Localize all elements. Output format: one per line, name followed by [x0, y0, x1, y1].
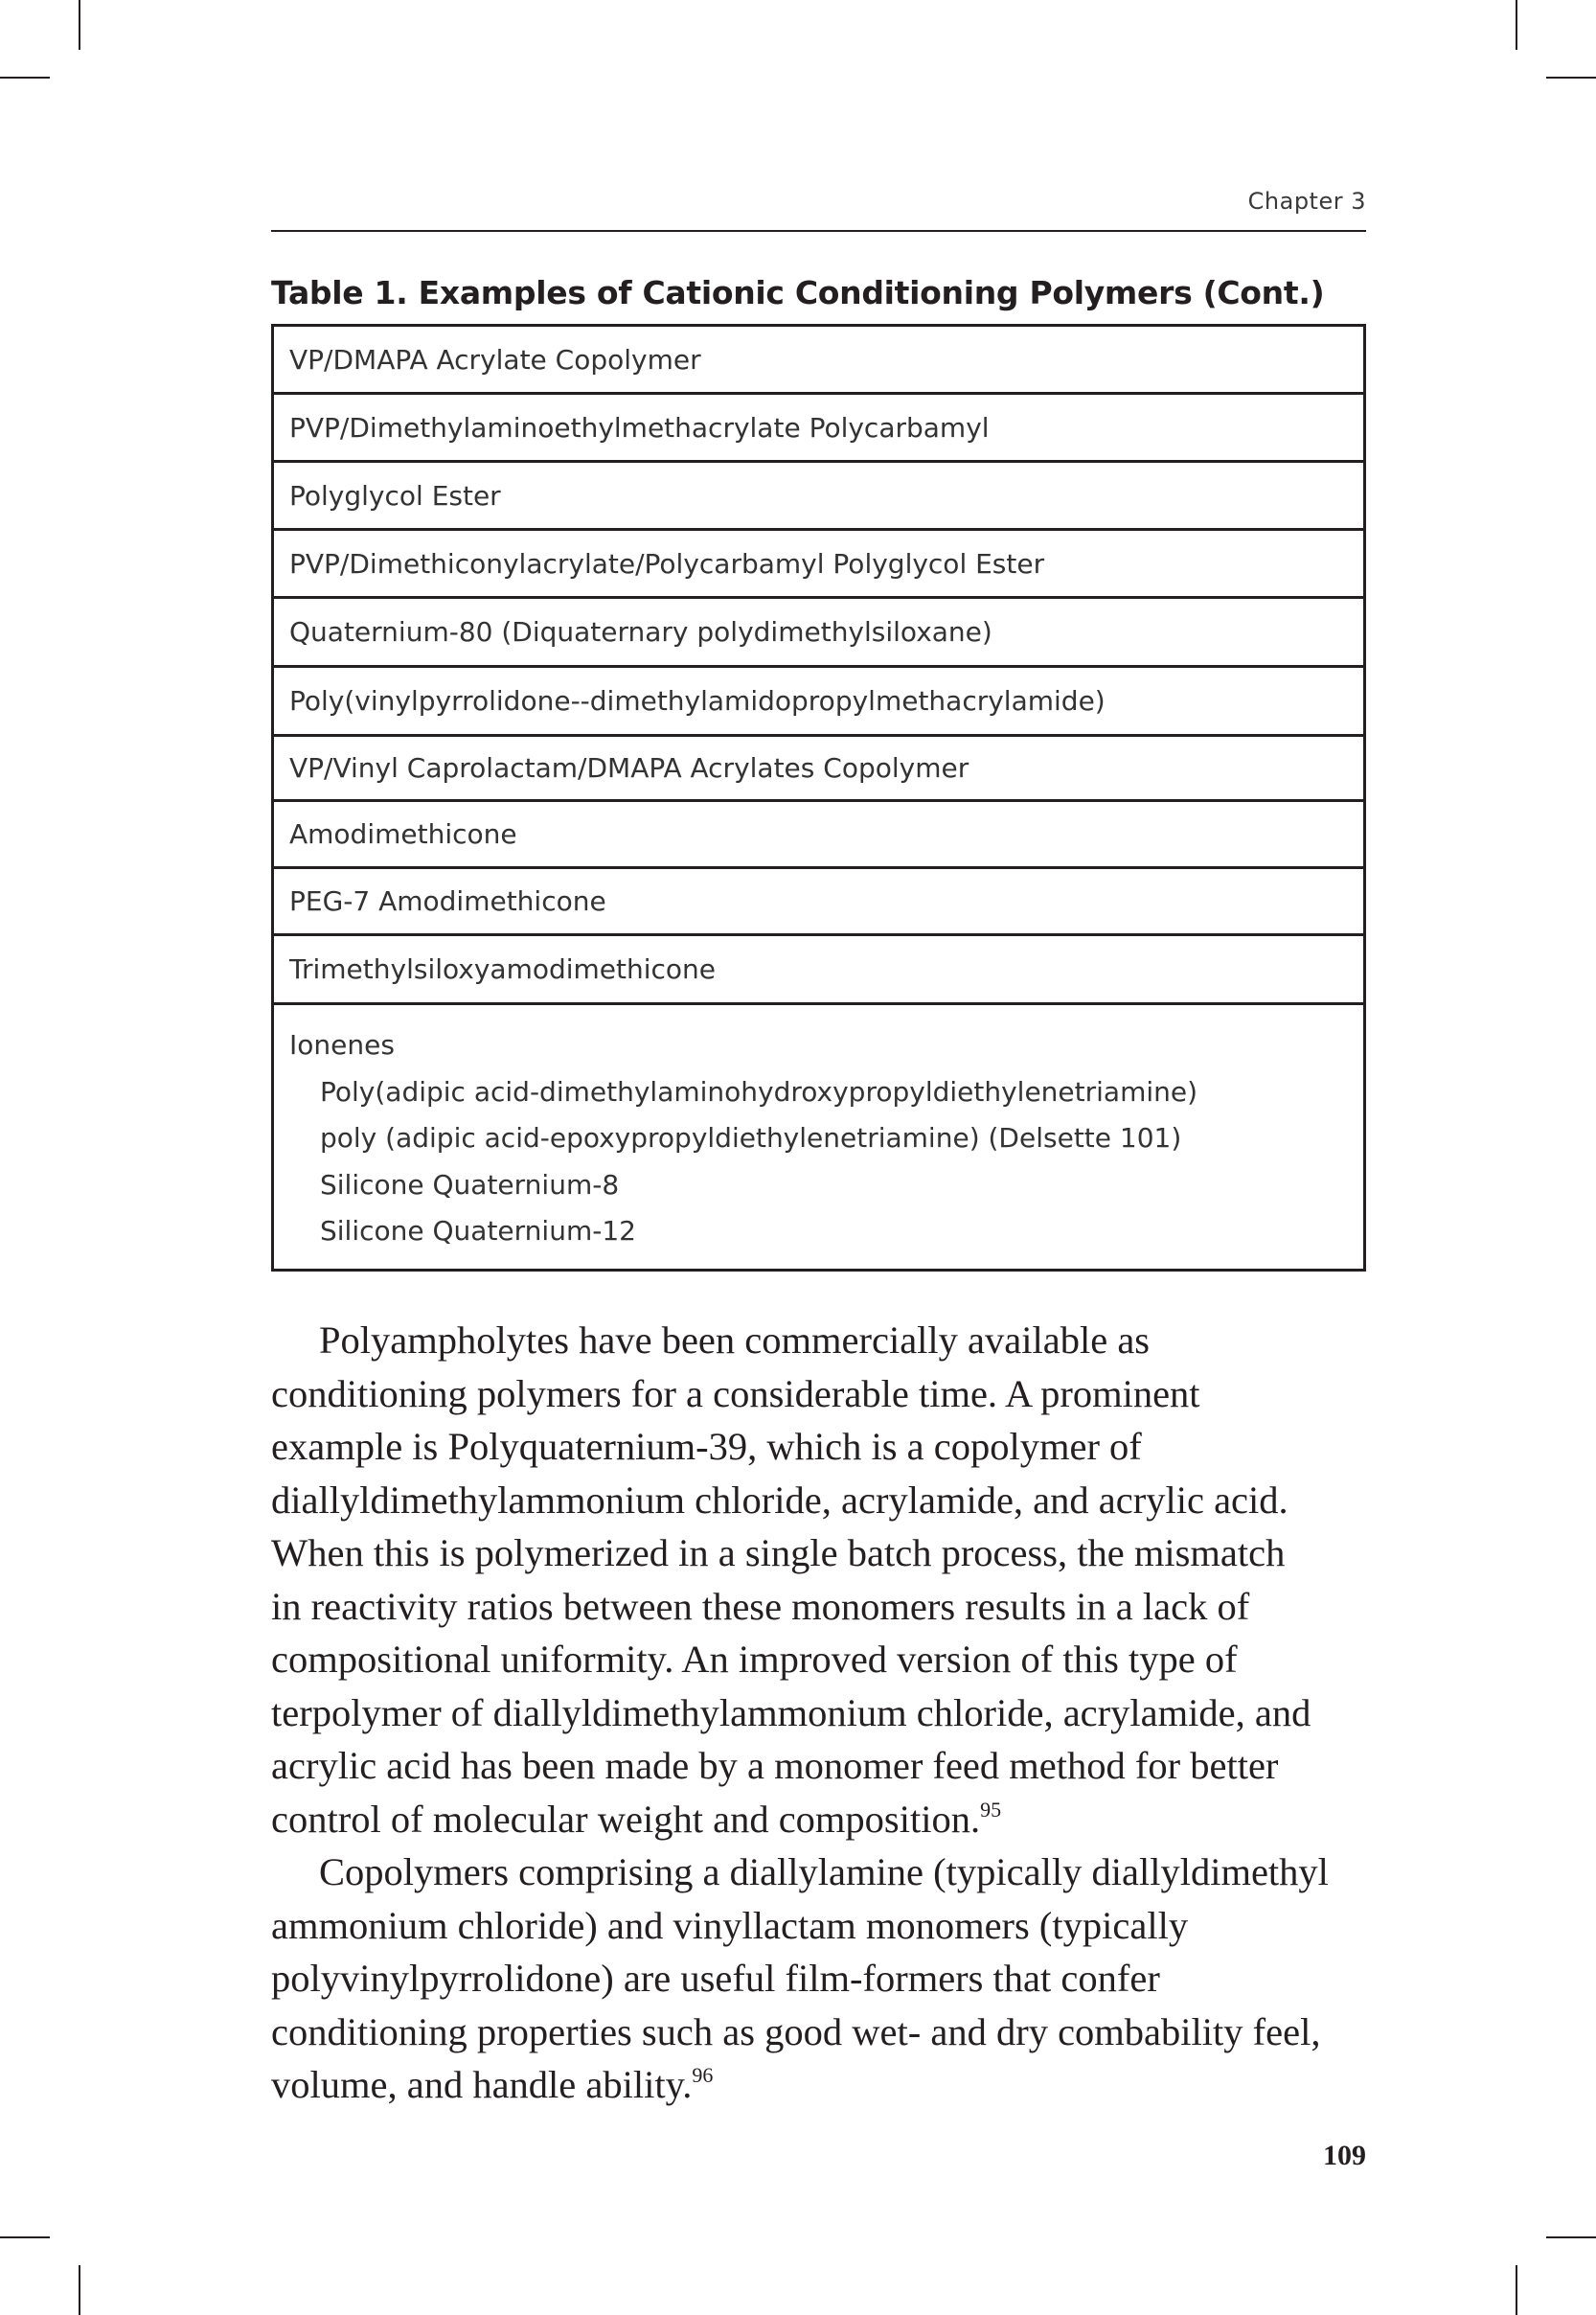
table-row: VP/Vinyl Caprolactam/DMAPA Acrylates Copolymer: [274, 737, 1363, 802]
crop-mark-bottom-left: [79, 2265, 80, 2315]
paragraph-line: terpolymer of diallyldimethylammonium chloride, acrylamide, and: [271, 1690, 1311, 1734]
paragraph-line: polyvinylpyrrolidone) are useful film-formers that confer: [271, 1957, 1160, 2000]
crop-mark-top-left-h: [0, 77, 50, 79]
table-title: Table 1. Examples of Cationic Conditioning Polymers (Cont.): [271, 274, 1325, 311]
paragraph-text: control of molecular weight and composition.: [271, 1797, 981, 1841]
paragraph-line-with-ref: [271, 1793, 1382, 1846]
paragraph-line: ammonium chloride) and vinyllactam monomers (typically: [271, 1903, 1189, 1947]
paragraph-line: conditioning properties such as good wet- and dry combability feel,: [271, 2009, 1321, 2053]
paragraph-line: Polyampholytes have been commercially available as: [319, 1318, 1151, 1362]
paragraph-line-with-ref: [271, 2058, 1382, 2112]
crop-mark-top-left: [79, 0, 80, 50]
crop-mark-top-right-h: [1546, 77, 1596, 79]
crop-mark-bottom-left-h: [0, 2236, 50, 2238]
page-number: 109: [1323, 2140, 1366, 2171]
paragraph-line: When this is polymerized in a single batch process, the mismatch: [271, 1531, 1286, 1574]
crop-mark-bottom-right: [1516, 2265, 1517, 2315]
chapter-label: Chapter 3: [1247, 188, 1366, 215]
table-row: Trimethylsiloxyamodimethicone: [274, 936, 1363, 1005]
table-row: Amodimethicone: [274, 802, 1363, 869]
running-header: [271, 188, 1366, 232]
body-text: [271, 1314, 1382, 2112]
crop-mark-bottom-right-h: [1546, 2236, 1596, 2238]
paragraph-text: volume, and handle ability.: [271, 2063, 693, 2106]
footnote-ref: 95: [980, 1797, 1002, 1822]
paragraph-line: diallyldimethylammonium chloride, acrylamide, and acrylic acid.: [271, 1478, 1288, 1522]
crop-mark-top-right: [1516, 0, 1517, 50]
ionenes-heading: Ionenes: [289, 1029, 395, 1061]
paragraph-line: acrylic acid has been made by a monomer feed method for better: [271, 1744, 1279, 1787]
table-row-ionenes: [274, 1005, 1363, 1269]
table-row: PVP/Dimethylaminoethylmethacrylate Polycarbamyl: [274, 395, 1363, 463]
table-row: Poly(vinylpyrrolidone--dimethylamidopropylmethacrylamide): [274, 668, 1363, 737]
table-row: Quaternium-80 (Diquaternary polydimethylsiloxane): [274, 599, 1363, 668]
paragraph-line: Copolymers comprising a diallylamine (typically diallyldimethyl: [319, 1850, 1329, 1893]
table-row: PVP/Dimethiconylacrylate/Polycarbamyl Polyglycol Ester: [274, 531, 1363, 599]
ionenes-item: Poly(adipic acid-dimethylaminohydroxypropyldiethylenetriamine): [320, 1075, 1198, 1108]
table-row: VP/DMAPA Acrylate Copolymer: [274, 327, 1363, 395]
footnote-ref: 96: [692, 2063, 714, 2087]
paragraph-line: compositional uniformity. An improved version of this type of: [271, 1638, 1238, 1681]
ionenes-item: Silicone Quaternium-12: [320, 1215, 636, 1247]
paragraph-line: example is Polyquaternium-39, which is a copolymer of: [271, 1425, 1142, 1468]
table-row: PEG-7 Amodimethicone: [274, 869, 1363, 936]
paragraph-line: in reactivity ratios between these monomers results in a lack of: [271, 1584, 1250, 1628]
ionenes-item: Silicone Quaternium-8: [320, 1168, 620, 1201]
ionenes-item: poly (adipic acid-epoxypropyldiethylenetriamine) (Delsette 101): [320, 1122, 1182, 1154]
polymer-table: [271, 324, 1366, 1272]
paragraph-line: conditioning polymers for a considerable time. A prominent: [271, 1371, 1200, 1415]
table-row: Polyglycol Ester: [274, 463, 1363, 531]
